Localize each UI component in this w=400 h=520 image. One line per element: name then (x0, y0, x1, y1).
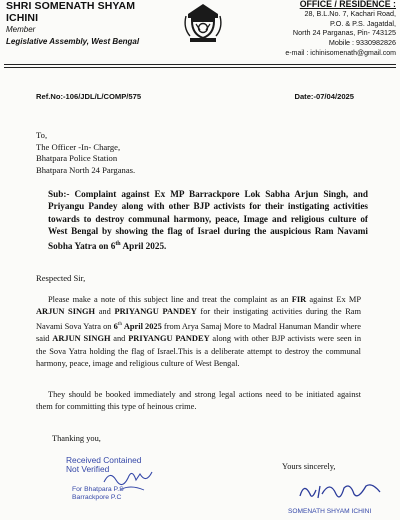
yours-sincerely: Yours sincerely, (282, 462, 336, 471)
state-emblem-icon (182, 0, 224, 46)
recipient-block (36, 130, 135, 176)
body-text: and (110, 334, 129, 344)
recipient-line: The Officer -In- Charge, (36, 141, 121, 152)
body-text: for their instigating activities during the Ram Navami Sova Yatra on (36, 307, 362, 332)
sender-name: SHRI SOMENATH SHYAM ICHINI (6, 0, 136, 24)
body-bold: FIR (291, 295, 307, 304)
address-line: North 24 Parganas, Pin- 743125 (292, 28, 396, 38)
letterhead-right (266, 0, 396, 58)
body-text: from Arya Samaj More to Madral Hanuman Mandir where said (36, 322, 361, 344)
body-text: Please make a note of this subject line and treat the complaint as an (48, 295, 292, 304)
stamp-line: Received Contained (66, 455, 142, 465)
stamp-line: Not Verified (66, 464, 110, 474)
stamp-line: For Bhatpara P.S (72, 486, 124, 493)
body-paragraph-2: They should be booked immediately and strong legal actions need to be initiated against them for committing this type of heinous crime. (36, 390, 361, 412)
letter-date: Date:-07/04/2025 (294, 92, 354, 101)
body-paragraph (36, 294, 361, 370)
sender-assembly: Legislative Assembly, West Bengal (6, 37, 140, 46)
body-bold: ARJUN SINGH (52, 334, 111, 344)
address-line: 28, B.L.No. 7, Kachari Road, (304, 9, 396, 19)
subject-sup: th (115, 240, 121, 247)
body-text: against Ex MP (306, 295, 361, 304)
stamp-signature (100, 464, 160, 498)
signer-name: SOMENATH SHYAM ICHINI (288, 508, 372, 515)
body-text: along with other BJP activists were seen in the Sova Yatra holding the flag of Israel.This is a deliberate attempt to destroy the communal harmony, peace, image and religious culture of West Bengal. (36, 334, 362, 368)
body-sup: th (117, 321, 123, 328)
subject-text: Sub:- Complaint against Ex MP Barrackpore Lok Sabha Arjun Singh, and Priyangu Pandey along with other BJP activists for their instigating activities towards to destroy communal harmony, peace, Image and religious culture of West Bengal by showing the flag of Israel during the auspicious Ram Navami Sobha Yatra on 6 (48, 189, 368, 251)
body-bold: ARJUN SINGH (36, 307, 96, 317)
reference-number: Ref.No:-106/JDL/L/COMP/575 (36, 92, 142, 101)
body-bold: PRIYANGU PANDEY (114, 307, 197, 317)
stamp-line: Barrackpore P.C (72, 494, 122, 501)
recipient-line: Bhatpara Police Station (36, 153, 118, 164)
body-bold: PRIYANGU PANDEY (128, 334, 210, 344)
office-heading: OFFICE / RESIDENCE : (299, 0, 396, 9)
body-bold: 6 (113, 322, 118, 332)
header-divider (4, 64, 396, 65)
recipient-line: To, (36, 130, 48, 140)
closing-line: Thanking you, (52, 434, 101, 443)
recipient-line: Bhatpara North 24 Parganas. (36, 164, 136, 175)
signature (296, 478, 386, 504)
mobile-number: Mobile : 9330982826 (328, 37, 396, 47)
salutation: Respected Sir, (36, 273, 86, 283)
address-line: P.O. & P.S. Jagatdal, (329, 18, 396, 28)
body-bold: April 2025 (122, 322, 162, 332)
email-address: e-mail : ichinisomenath@gmail.com (285, 50, 396, 58)
subject-line (48, 188, 368, 252)
header-divider (4, 67, 396, 68)
letterhead-left (6, 0, 156, 46)
sender-title: Member (6, 25, 36, 34)
body-text: and (95, 307, 115, 317)
subject-text-end: April 2025. (120, 240, 167, 251)
